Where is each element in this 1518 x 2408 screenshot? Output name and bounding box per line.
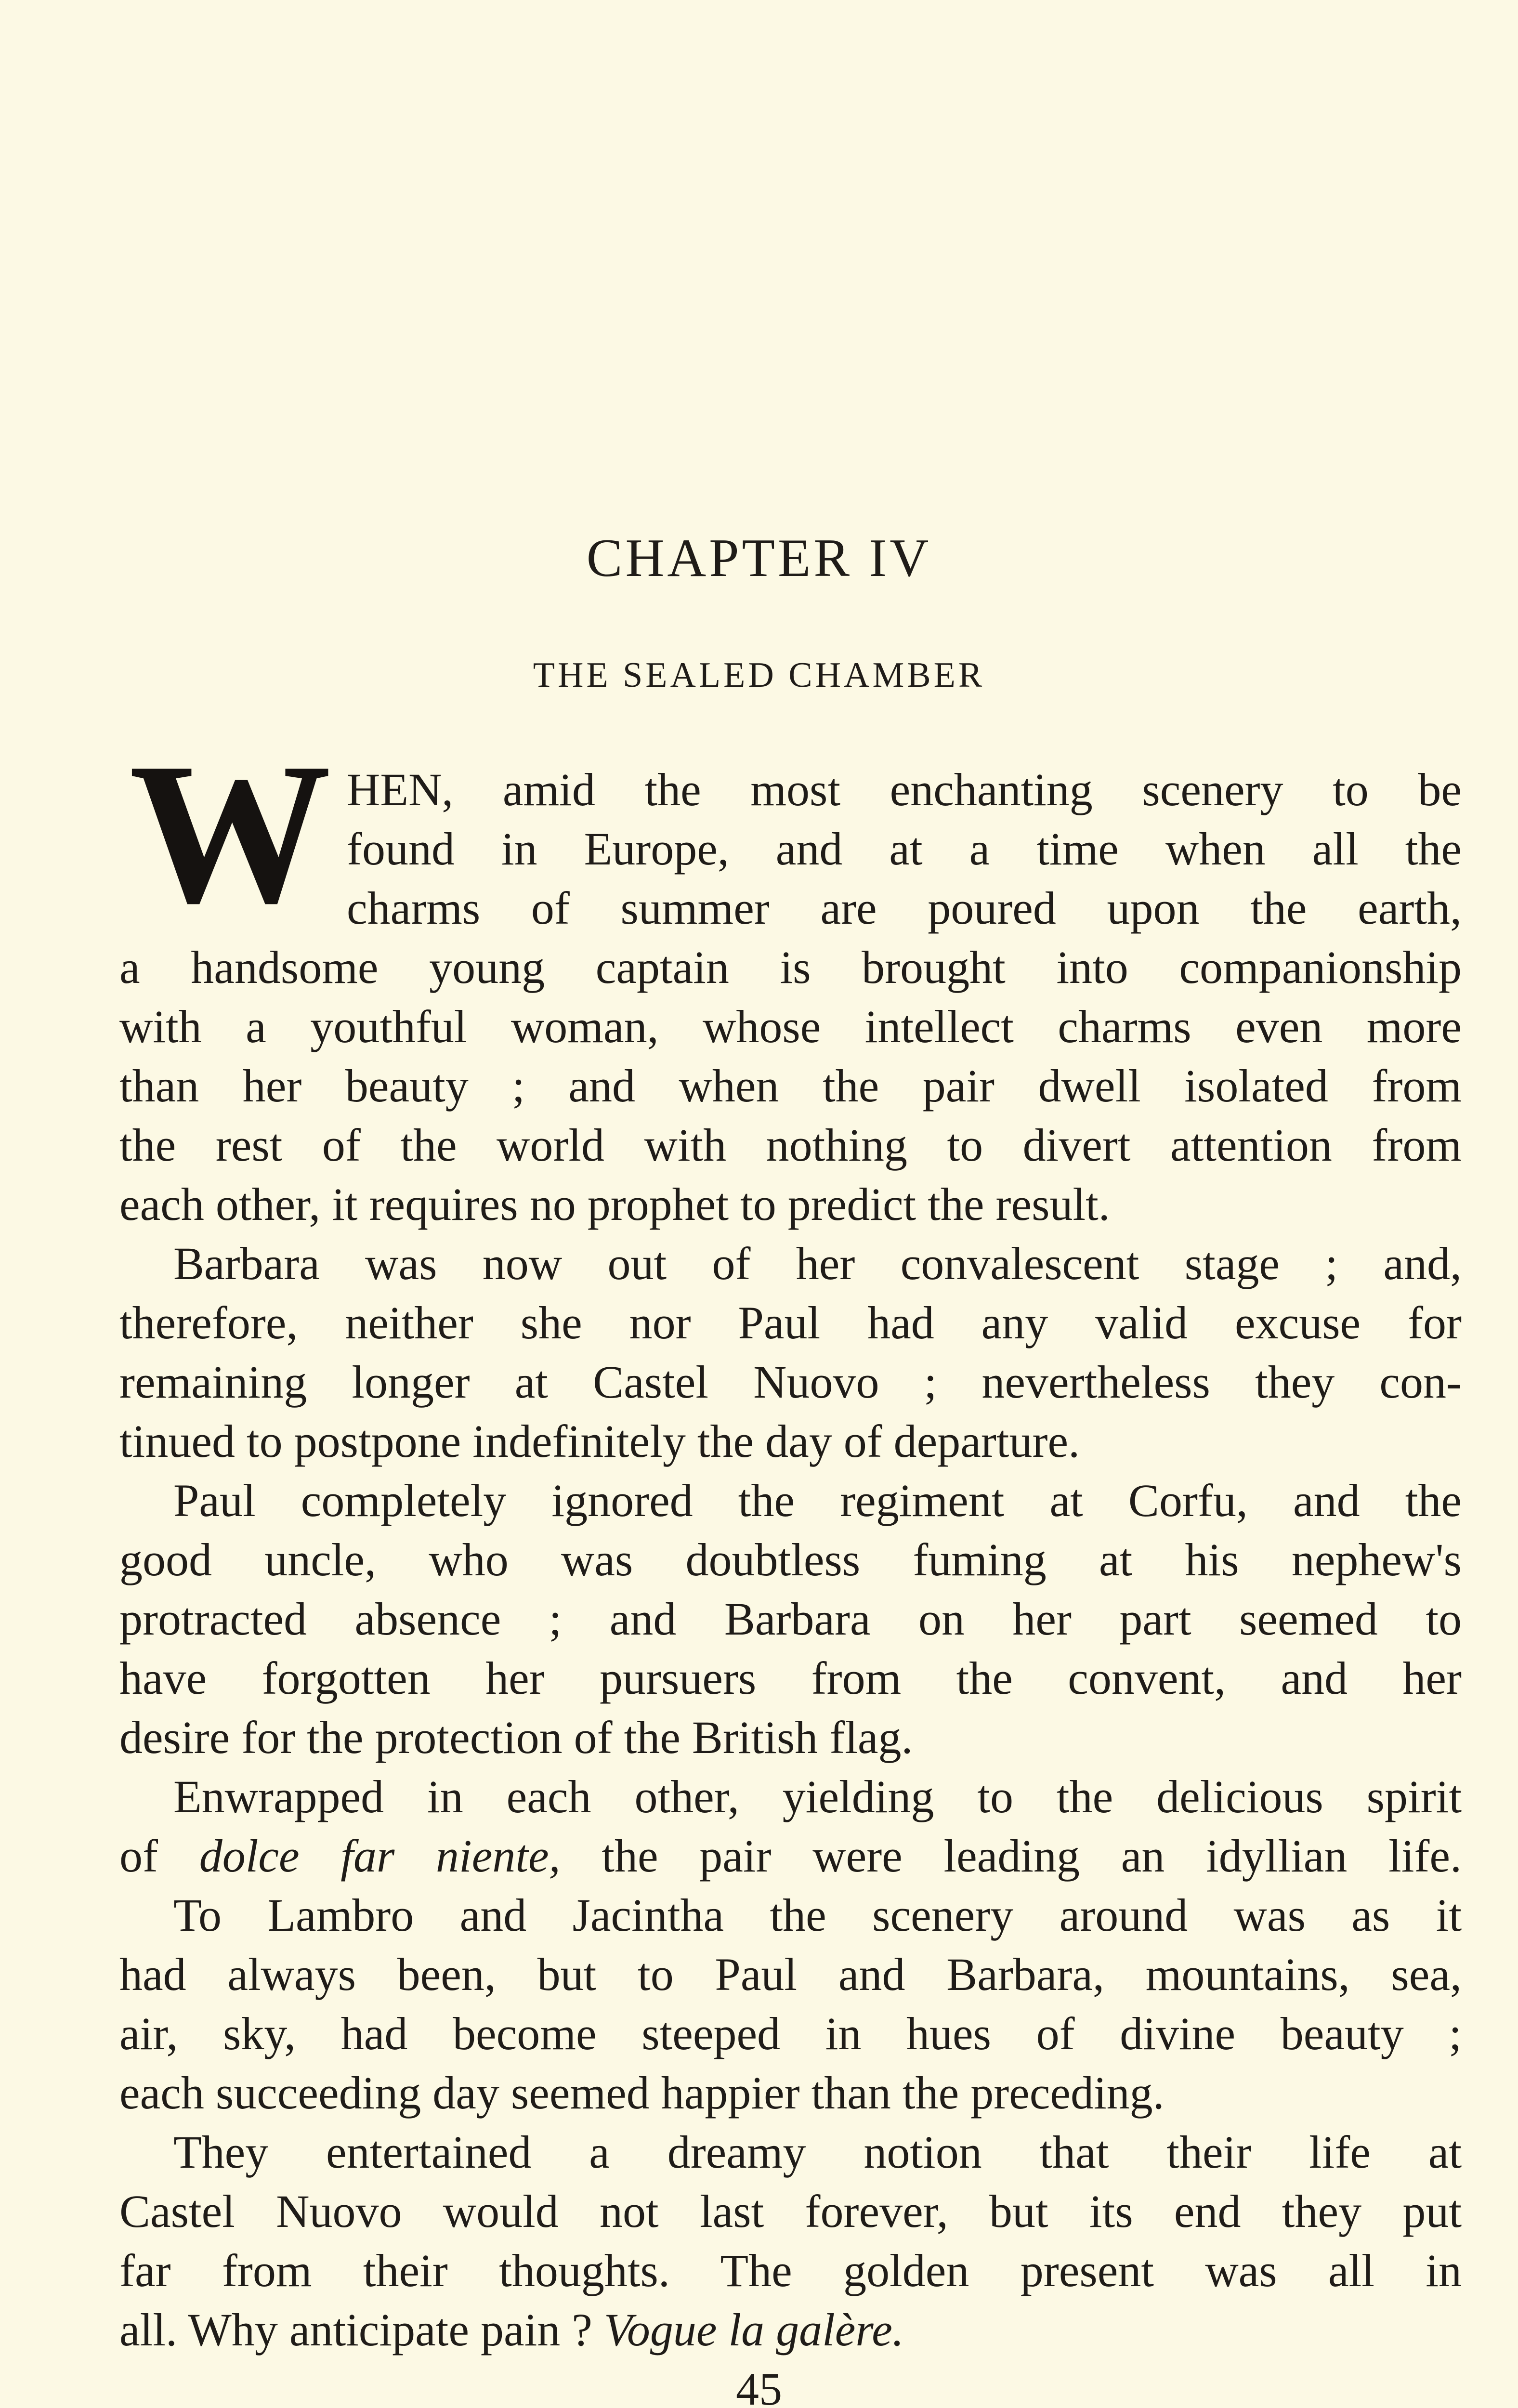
text-line: than her beauty ; and when the pair dwell isolated from [119,1060,1462,1112]
text-segment: all. Why anticipate pain ? [119,2304,604,2356]
text-line [119,2300,1462,2359]
text-line: protracted absence ; and Barbara on her part seemed to [119,1593,1462,1645]
text-line [119,1826,1462,1885]
text-line: To Lambro and Jacintha the scenery around was as it [173,1889,1462,1941]
text-line: with a youthful woman, whose intellect charms even more [119,1001,1462,1052]
text-line: Paul completely ignored the regiment at Corfu, and the [173,1475,1462,1526]
drop-cap: W [129,721,331,945]
chapter-heading: CHAPTER IV [586,528,932,588]
text-line: good uncle, who was doubtless fuming at his nephew's [119,1534,1462,1585]
text-line: have forgotten her pursuers from the convent, and her [119,1652,1462,1704]
page-number: 45 [736,2363,782,2408]
text-line: Barbara was now out of her convalescent stage ; and, [173,1238,1462,1289]
text-line: Enwrapped in each other, yielding to the delicious spirit [173,1771,1462,1822]
text-line: found in Europe, and at a time when all the [347,823,1462,875]
chapter-subtitle: THE SEALED CHAMBER [533,655,985,695]
text-line: each succeeding day seemed happier than the preceding. [119,2067,1165,2119]
text-line: the rest of the world with nothing to divert attention from [119,1119,1462,1171]
text-segment: of [119,1830,199,1882]
italic-phrase: dolce far niente, [199,1830,561,1882]
text-line: They entertained a dreamy notion that their life at [173,2126,1462,2178]
text-line: had always been, but to Paul and Barbara, mountains, sea, [119,1949,1462,2000]
text-line: desire for the protection of the British flag. [119,1712,913,1763]
text-segment: the pair were leading an idyllian life. [560,1830,1462,1882]
text-line: Castel Nuovo would not last forever, but its end they put [119,2186,1462,2237]
text-line: charms of summer are poured upon the earth, [347,882,1462,934]
italic-phrase: Vogue la galère. [603,2304,904,2356]
text-line: each other, it requires no prophet to predict the result. [119,1178,1110,1230]
text-line: air, sky, had become steeped in hues of divine beauty ; [119,2008,1462,2059]
text-line: remaining longer at Castel Nuovo ; nevertheless they con- [119,1356,1462,1408]
text-line: therefore, neither she nor Paul had any valid excuse for [119,1297,1462,1348]
text-line: far from their thoughts. The golden present was all in [119,2245,1462,2296]
text-line: HEN, amid the most enchanting scenery to be [347,764,1462,815]
text-line: tinued to postpone indefinitely the day of departure. [119,1415,1080,1467]
text-line: a handsome young captain is brought into companionship [119,942,1462,993]
